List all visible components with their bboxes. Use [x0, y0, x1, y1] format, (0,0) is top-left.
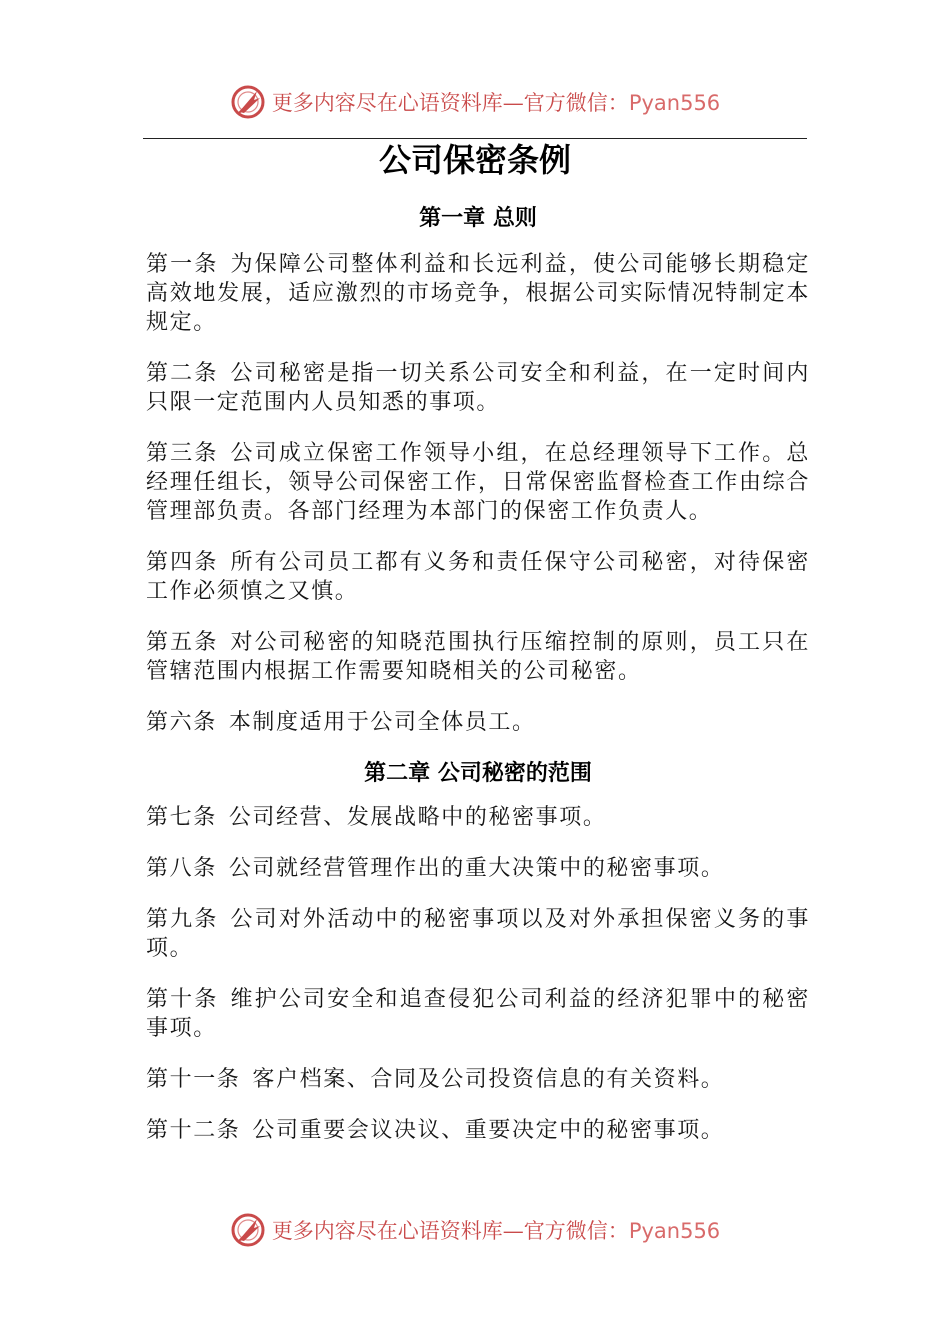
- article-2: 第二条 公司秘密是指一切关系公司安全和利益，在一定时间内只限一定范围内人员知悉的事项。: [146, 361, 810, 415]
- footer-banner: [0, 1210, 950, 1250]
- article-11: 第十一条 客户档案、合同及公司投资信息的有关资料。: [146, 1067, 725, 1092]
- article-4: 第四条 所有公司员工都有义务和责任保守公司秘密，对待保密工作必须慎之又慎。: [146, 550, 810, 604]
- header-banner: [0, 82, 950, 122]
- article-10: 第十条 维护公司安全和追查侵犯公司利益的经济犯罪中的秘密事项。: [146, 987, 810, 1041]
- article-3: 第三条 公司成立保密工作领导小组，在总经理领导下工作。总经理任组长，领导公司保密工作，日常保密监督检查工作由综合管理部负责。各部门经理为本部门的保密工作负责人。: [146, 441, 810, 524]
- article-5: 第五条 对公司秘密的知晓范围执行压缩控制的原则，员工只在管辖范围内根据工作需要知晓相关的公司秘密。: [146, 630, 810, 684]
- article-1: 第一条 为保障公司整体利益和长远利益，使公司能够长期稳定高效地发展，适应激烈的市场竞争，根据公司实际情况特制定本规定。: [146, 252, 810, 335]
- quill-logo-icon: [230, 84, 266, 120]
- article-12: 第十二条 公司重要会议决议、重要决定中的秘密事项。: [146, 1118, 725, 1143]
- article-8: 第八条 公司就经营管理作出的重大决策中的秘密事项。: [146, 856, 725, 881]
- banner-text: 更多内容尽在心语资料库—官方微信：Pyan556: [271, 91, 721, 115]
- banner-text: 更多内容尽在心语资料库—官方微信：Pyan556: [271, 1219, 721, 1243]
- document-body: [146, 196, 810, 1167]
- banner-content: [230, 84, 720, 120]
- banner-content: [230, 1212, 720, 1248]
- wechat-id: Pyan556: [628, 1219, 721, 1243]
- article-7: 第七条 公司经营、发展战略中的秘密事项。: [146, 805, 607, 830]
- article-6: 第六条 本制度适用于公司全体员工。: [146, 710, 536, 735]
- chapter-heading-1: 第一章 总则: [419, 206, 537, 231]
- quill-logo-icon: [230, 1212, 266, 1248]
- article-9: 第九条 公司对外活动中的秘密事项以及对外承担保密义务的事项。: [146, 907, 810, 961]
- chapter-heading-2: 第二章 公司秘密的范围: [364, 761, 592, 786]
- wechat-id: Pyan556: [628, 91, 721, 115]
- document-title: 公司保密条例: [378, 141, 571, 179]
